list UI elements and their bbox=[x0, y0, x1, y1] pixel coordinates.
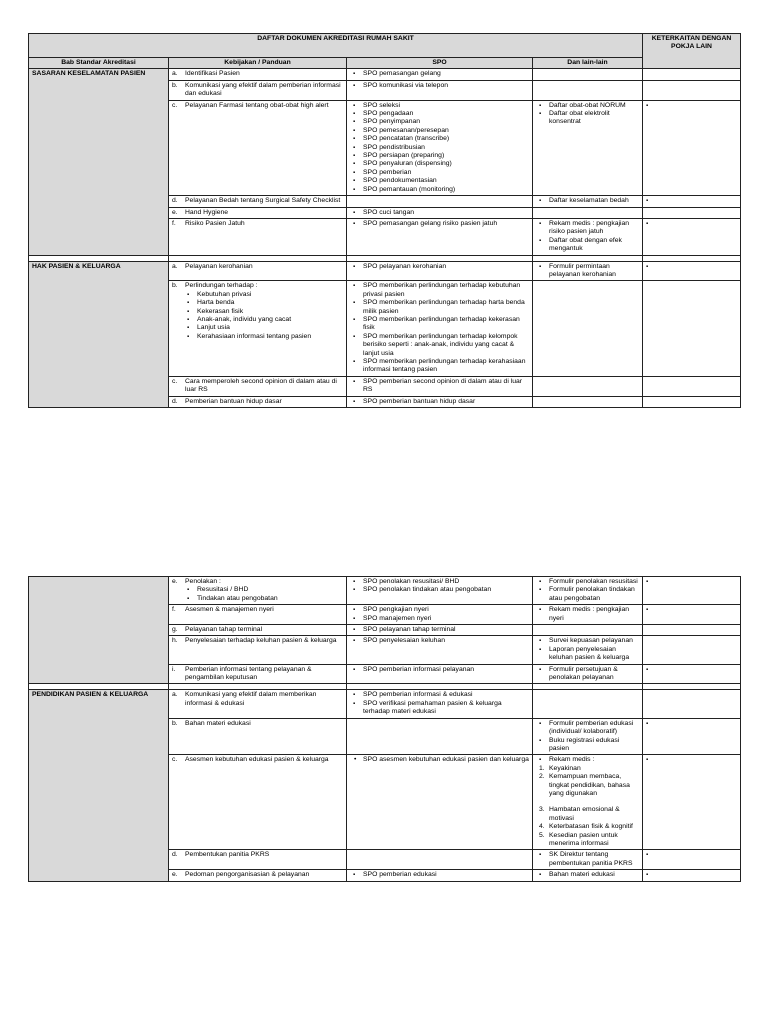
spo-item: ▪ SPO memberikan perlindungan terhadap kerahasiaan informasi tentang pasien bbox=[350, 358, 529, 375]
policy-item: Pedoman pengorganisasian & pelayanan bbox=[185, 871, 310, 879]
table-row: i. Pemberian informasi tentang pelayanan & pengambilan keputusan ▪ SPO pemberian informasi pelayanan ▪ Formulir persetujuan & penolakan pelayanan ▪ bbox=[29, 664, 741, 684]
spo-item: ▪ SPO manajemen nyeri bbox=[350, 615, 529, 623]
table-row: e. Pedoman pengorganisasian & pelayanan ▪ SPO pemberian edukasi ▪ Bahan materi edukasi ▪ bbox=[29, 870, 741, 881]
policy-item: Komunikasi yang efektif dalam memberikan informasi & edukasi bbox=[185, 691, 317, 707]
table-row: SASARAN KESELAMATAN PASIEN a. Identifikasi Pasien ▪ SPO pemasangan gelang bbox=[29, 69, 741, 80]
spo-item: ▪ SPO seleksi bbox=[350, 102, 529, 110]
other-item: ▪ Bahan materi edukasi bbox=[536, 871, 639, 879]
table-row: e. Hand Hygiene ▪ SPO cuci tangan bbox=[29, 207, 741, 218]
pokja-marker: ▪ bbox=[643, 850, 741, 870]
policy-item: Pelayanan kerohanian bbox=[185, 262, 253, 270]
spo-item: ▪ SPO penyimpanan bbox=[350, 118, 529, 126]
other-item: ▪ Laporan penyelesaian keluhan pasien & keluarga bbox=[536, 646, 639, 663]
spo-item: ▪ SPO pelayanan tahap terminal bbox=[350, 626, 529, 634]
other-item: ▪ Buku registrasi edukasi pasien bbox=[536, 737, 639, 754]
spo-item: ▪ SPO penyelesaian keluhan bbox=[350, 637, 529, 645]
other-item: Hambatan emosional & motivasi bbox=[549, 806, 620, 822]
column-header-row bbox=[29, 58, 741, 69]
spo-item: ▪ SPO pemberian informasi & edukasi bbox=[350, 691, 529, 699]
document-table-page-1 bbox=[28, 33, 741, 408]
sub-item: ▪ Lanjut usia bbox=[184, 324, 343, 332]
pokja-marker: ▪ bbox=[643, 100, 741, 195]
section-hpk-continued bbox=[29, 577, 169, 684]
spo-item: ▪ SPO memberikan perlindungan terhadap kelompok berisiko seperti : anak-anak, individu yang cacat & lanjut usia bbox=[350, 333, 529, 358]
pokja-marker: ▪ bbox=[643, 196, 741, 207]
pokja-marker: ▪ bbox=[643, 605, 741, 625]
table-row: g. Pelayanan tahap terminal ▪ SPO pelayanan tahap terminal bbox=[29, 625, 741, 636]
col-header-spo: SPO bbox=[347, 58, 533, 69]
pokja-marker: ▪ bbox=[643, 664, 741, 684]
table-row: d. Pemberian bantuan hidup dasar ▪ SPO pemberian bantuan hidup dasar bbox=[29, 396, 741, 407]
col-header-bab: Bab Standar Akreditasi bbox=[29, 58, 169, 69]
spo-item: ▪ SPO pengadaan bbox=[350, 110, 529, 118]
other-item: ▪ Survei kepuasan pelayanan bbox=[536, 637, 639, 645]
spo-item: ▪ SPO pemesanan/peresepan bbox=[350, 127, 529, 135]
policy-item: Bahan materi edukasi bbox=[185, 719, 251, 727]
other-item: ▪ Rekam medis : pengkajian risiko pasien jatuh bbox=[536, 220, 639, 237]
table-row: c. Asesmen kebutuhan edukasi pasien & keluarga • SPO asesmen kebutuhan edukasi pasien dan keluarga ▪ Rekam medis : 1. Keyakinan 2. Kemampuan membaca, tingkat pendidikan, bahasa yang digunakan 3. Hambatan emosional & motivasi 4. Keterbatasan fisik & kognitif 5. Kesedian pasien untuk menerima informasi ▪ bbox=[29, 755, 741, 850]
other-item: ▪ Daftar keselamatan bedah bbox=[536, 197, 639, 205]
pokja-marker: ▪ bbox=[643, 755, 741, 850]
other-item: Kemampuan membaca, tingkat pendidikan, bahasa yang digunakan bbox=[549, 773, 630, 797]
other-item: ▪ Formulir penolakan resusitasi bbox=[536, 578, 639, 586]
table-row: c. Cara memperoleh second opinion di dalam atau di luar RS ▪ SPO pemberian second opinion di dalam atau di luar RS bbox=[29, 376, 741, 396]
spo-item: ▪ SPO penolakan tindakan atau pengobatan bbox=[350, 586, 529, 594]
table-row: e. Penolakan : ▪ Resusitasi / BHD ▪ Tindakan atau pengobatan ▪ SPO penolakan resusitasi/ BHD ▪ SPO penolakan tindakan atau pengobatan ▪ Formulir penolakan resusitasi ▪ Formulir penolakan tindakan atau pengobatan ▪ bbox=[29, 577, 741, 605]
other-item: ▪ Daftar obat elektrolit konsentrat bbox=[536, 110, 639, 127]
other-item: ▪ Formulir permintaan pelayanan kerohanian bbox=[536, 263, 639, 280]
table-row: f. Asesmen & manajemen nyeri ▪ SPO pengkajian nyeri ▪ SPO manajemen nyeri ▪ Rekam medis : pengkajian nyeri ▪ bbox=[29, 605, 741, 625]
policy-item: Cara memperoleh second opinion di dalam atau di luar RS bbox=[185, 377, 337, 394]
col-header-lain: Dan lain-lain bbox=[533, 58, 643, 69]
table-row: h. Penyelesaian terhadap keluhan pasien & keluarga ▪ SPO penyelesaian keluhan ▪ Survei kepuasan pelayanan ▪ Laporan penyelesaian keluhan pasien & keluarga bbox=[29, 636, 741, 664]
policy-item: Risiko Pasien Jatuh bbox=[185, 219, 245, 227]
table-row: f. Risiko Pasien Jatuh ▪ SPO pemasangan gelang risiko pasien jatuh ▪ Rekam medis : pengkajian risiko pasien jatuh ▪ Daftar obat dengan efek mengantuk ▪ bbox=[29, 218, 741, 255]
spo-item: ▪ SPO pemasangan gelang bbox=[350, 70, 529, 78]
other-item: ▪ Daftar obat-obat NORUM bbox=[536, 102, 639, 110]
policy-item: Penyelesaian terhadap keluhan pasien & keluarga bbox=[185, 637, 337, 645]
keterkaitan-header: KETERKAITAN DENGAN POKJA LAIN bbox=[643, 34, 741, 69]
sub-item: ▪ Tindakan atau pengobatan bbox=[184, 595, 343, 603]
spo-item: ▪ SPO memberikan perlindungan terhadap kekerasan fisik bbox=[350, 316, 529, 333]
table-row: c. Pelayanan Farmasi tentang obat-obat high alert ▪ SPO seleksi ▪ SPO pengadaan ▪ SPO penyimpanan ▪ SPO pemesanan/peresepan ▪ SPO pencatatan (transcribe) ▪ SPO pendistribusian ▪ SPO persiapan (preparing) ▪ SPO penyaluran (dispensing) ▪ SPO pemberian ▪ SPO pendokumentasian ▪ SPO pemantauan (monitoring) ▪ Daftar obat-obat NORUM ▪ Daftar obat elektrolit konsentrat ▪ bbox=[29, 100, 741, 195]
policy-item: Pelayanan Farmasi tentang obat-obat high alert bbox=[185, 101, 329, 109]
spo-item: SPO asesmen kebutuhan edukasi pasien dan keluarga bbox=[363, 756, 529, 764]
sub-item: ▪ Kebutuhan privasi bbox=[184, 291, 343, 299]
spo-item: ▪ SPO pemberian second opinion di dalam atau di luar RS bbox=[350, 378, 529, 395]
pokja-marker: ▪ bbox=[643, 218, 741, 255]
other-item: ▪ Formulir penolakan tindakan atau pengobatan bbox=[536, 586, 639, 603]
policy-item: Pemberian bantuan hidup dasar bbox=[185, 397, 282, 405]
document-table-page-2 bbox=[28, 576, 741, 882]
table-title-row bbox=[29, 34, 741, 58]
spo-item: ▪ SPO pemberian bbox=[350, 169, 529, 177]
table-row: b. Bahan materi edukasi ▪ Formulir pemberian edukasi (individual/ kolaboratif) ▪ Buku registrasi edukasi pasien ▪ bbox=[29, 718, 741, 755]
other-item: ▪ Rekam medis : bbox=[536, 756, 639, 764]
other-item: Keyakinan bbox=[549, 764, 581, 772]
policy-item: Pelayanan tahap terminal bbox=[185, 626, 263, 634]
spo-item: ▪ SPO pengkajian nyeri bbox=[350, 606, 529, 614]
spo-item: ▪ SPO pencatatan (transcribe) bbox=[350, 135, 529, 143]
sub-item: ▪ Resusitasi / BHD bbox=[184, 586, 343, 594]
spo-item: ▪ SPO memberikan perlindungan terhadap harta benda milik pasien bbox=[350, 299, 529, 316]
other-item: ▪ SK Direktur tentang pembentukan panitia PKRS bbox=[536, 851, 639, 868]
spo-item: ▪ SPO cuci tangan bbox=[350, 209, 529, 217]
section-skp: SASARAN KESELAMATAN PASIEN bbox=[29, 69, 169, 255]
policy-item: Komunikasi yang efektif dalam pemberian informasi dan edukasi bbox=[185, 81, 341, 98]
other-item: ▪ Rekam medis : pengkajian nyeri bbox=[536, 606, 639, 623]
section-hpk: HAK PASIEN & KELUARGA bbox=[29, 261, 169, 408]
section-ppk: PENDIDIKAN PASIEN & KELUARGA bbox=[29, 690, 169, 881]
pokja-marker: ▪ bbox=[643, 870, 741, 881]
spo-item: ▪ SPO pemberian informasi pelayanan bbox=[350, 666, 529, 674]
other-item: ▪ Daftar obat dengan efek mengantuk bbox=[536, 237, 639, 254]
col-header-kebijakan: Kebijakan / Panduan bbox=[169, 58, 347, 69]
policy-item: Perlindungan terhadap : bbox=[185, 282, 258, 290]
spo-item: ▪ SPO penyaluran (dispensing) bbox=[350, 160, 529, 168]
spo-item: ▪ SPO pemantauan (monitoring) bbox=[350, 186, 529, 194]
document-title: DAFTAR DOKUMEN AKREDITASI RUMAH SAKIT bbox=[29, 34, 643, 58]
policy-item: Hand Hygiene bbox=[185, 208, 229, 216]
spo-item: ▪ SPO verifikasi pemahaman pasien & keluarga terhadap materi edukasi bbox=[350, 700, 529, 717]
spo-item: ▪ SPO memberikan perlindungan terhadap kebutuhan privasi pasien bbox=[350, 282, 529, 299]
other-item: ▪ Formulir persetujuan & penolakan pelayanan bbox=[536, 666, 639, 683]
policy-item: Pembentukan panitia PKRS bbox=[185, 851, 270, 859]
policy-item: Pemberian informasi tentang pelayanan & pengambilan keputusan bbox=[185, 665, 312, 682]
spo-item: ▪ SPO persiapan (preparing) bbox=[350, 152, 529, 160]
policy-item: Asesmen kebutuhan edukasi pasien & keluarga bbox=[185, 756, 329, 764]
table-row: b. Komunikasi yang efektif dalam pemberian informasi dan edukasi ▪ SPO komunikasi via telepon bbox=[29, 80, 741, 100]
spo-item: ▪ SPO pendokumentasian bbox=[350, 177, 529, 185]
pokja-marker: ▪ bbox=[643, 261, 741, 281]
table-row: d. Pelayanan Bedah tentang Surgical Safety Checklist ▪ Daftar keselamatan bedah ▪ bbox=[29, 196, 741, 207]
sub-item: ▪ Harta benda bbox=[184, 299, 343, 307]
other-item: ▪ Formulir pemberian edukasi (individual/ kolaboratif) bbox=[536, 720, 639, 737]
spo-item: ▪ SPO pemberian edukasi bbox=[350, 871, 529, 879]
table-row: PENDIDIKAN PASIEN & KELUARGA a. Komunikasi yang efektif dalam memberikan informasi & edukasi ▪ SPO pemberian informasi & edukasi ▪ SPO verifikasi pemahaman pasien & keluarga terhadap materi edukasi bbox=[29, 690, 741, 718]
pokja-marker: ▪ bbox=[643, 577, 741, 605]
spo-item: ▪ SPO pendistribusian bbox=[350, 144, 529, 152]
other-item: Kesedian pasien untuk menerima informasi bbox=[549, 831, 618, 847]
pokja-marker: ▪ bbox=[643, 718, 741, 755]
spo-item: ▪ SPO komunikasi via telepon bbox=[350, 82, 529, 90]
policy-item: Identifikasi Pasien bbox=[185, 70, 240, 78]
sub-item: ▪ Anak-anak, individu yang cacat bbox=[184, 316, 343, 324]
spo-item: ▪ SPO pemasangan gelang risiko pasien jatuh bbox=[350, 220, 529, 228]
table-row: d. Pembentukan panitia PKRS ▪ SK Direktur tentang pembentukan panitia PKRS ▪ bbox=[29, 850, 741, 870]
other-item: Keterbatasan fisik & kognitif bbox=[549, 823, 633, 831]
spo-item: ▪ SPO penolakan resusitasi/ BHD bbox=[350, 578, 529, 586]
sub-item: ▪ Kerahasiaan informasi tentang pasien bbox=[184, 333, 343, 341]
table-row: b. Perlindungan terhadap : ▪ Kebutuhan privasi ▪ Harta benda ▪ Kekerasan fisik ▪ Anak-anak, individu yang cacat ▪ Lanjut usia ▪ Kerahasiaan informasi tentang pasien ▪ SPO memberikan perlindungan terhadap kebutuhan privasi pasien ▪ SPO memberikan perlindungan terhadap harta benda milik pasien ▪ SPO memberikan perlindungan terhadap kekerasan fisik ▪ SPO memberikan perlindungan terhadap kelompok berisiko seperti : anak-anak, individu yang cacat & lanjut usia ▪ SPO memberikan perlindungan terhadap kerahasiaan informasi tentang pasien bbox=[29, 281, 741, 376]
policy-item: Asesmen & manajemen nyeri bbox=[185, 606, 274, 614]
policy-item: Penolakan : bbox=[185, 578, 221, 585]
spo-item: ▪ SPO pelayanan kerohanian bbox=[350, 263, 529, 271]
sub-item: ▪ Kekerasan fisik bbox=[184, 308, 343, 316]
spo-item: ▪ SPO pemberian bantuan hidup dasar bbox=[350, 398, 529, 406]
policy-item: Pelayanan Bedah tentang Surgical Safety Checklist bbox=[185, 197, 341, 205]
table-row: HAK PASIEN & KELUARGA a. Pelayanan kerohanian ▪ SPO pelayanan kerohanian ▪ Formulir permintaan pelayanan kerohanian ▪ bbox=[29, 261, 741, 281]
